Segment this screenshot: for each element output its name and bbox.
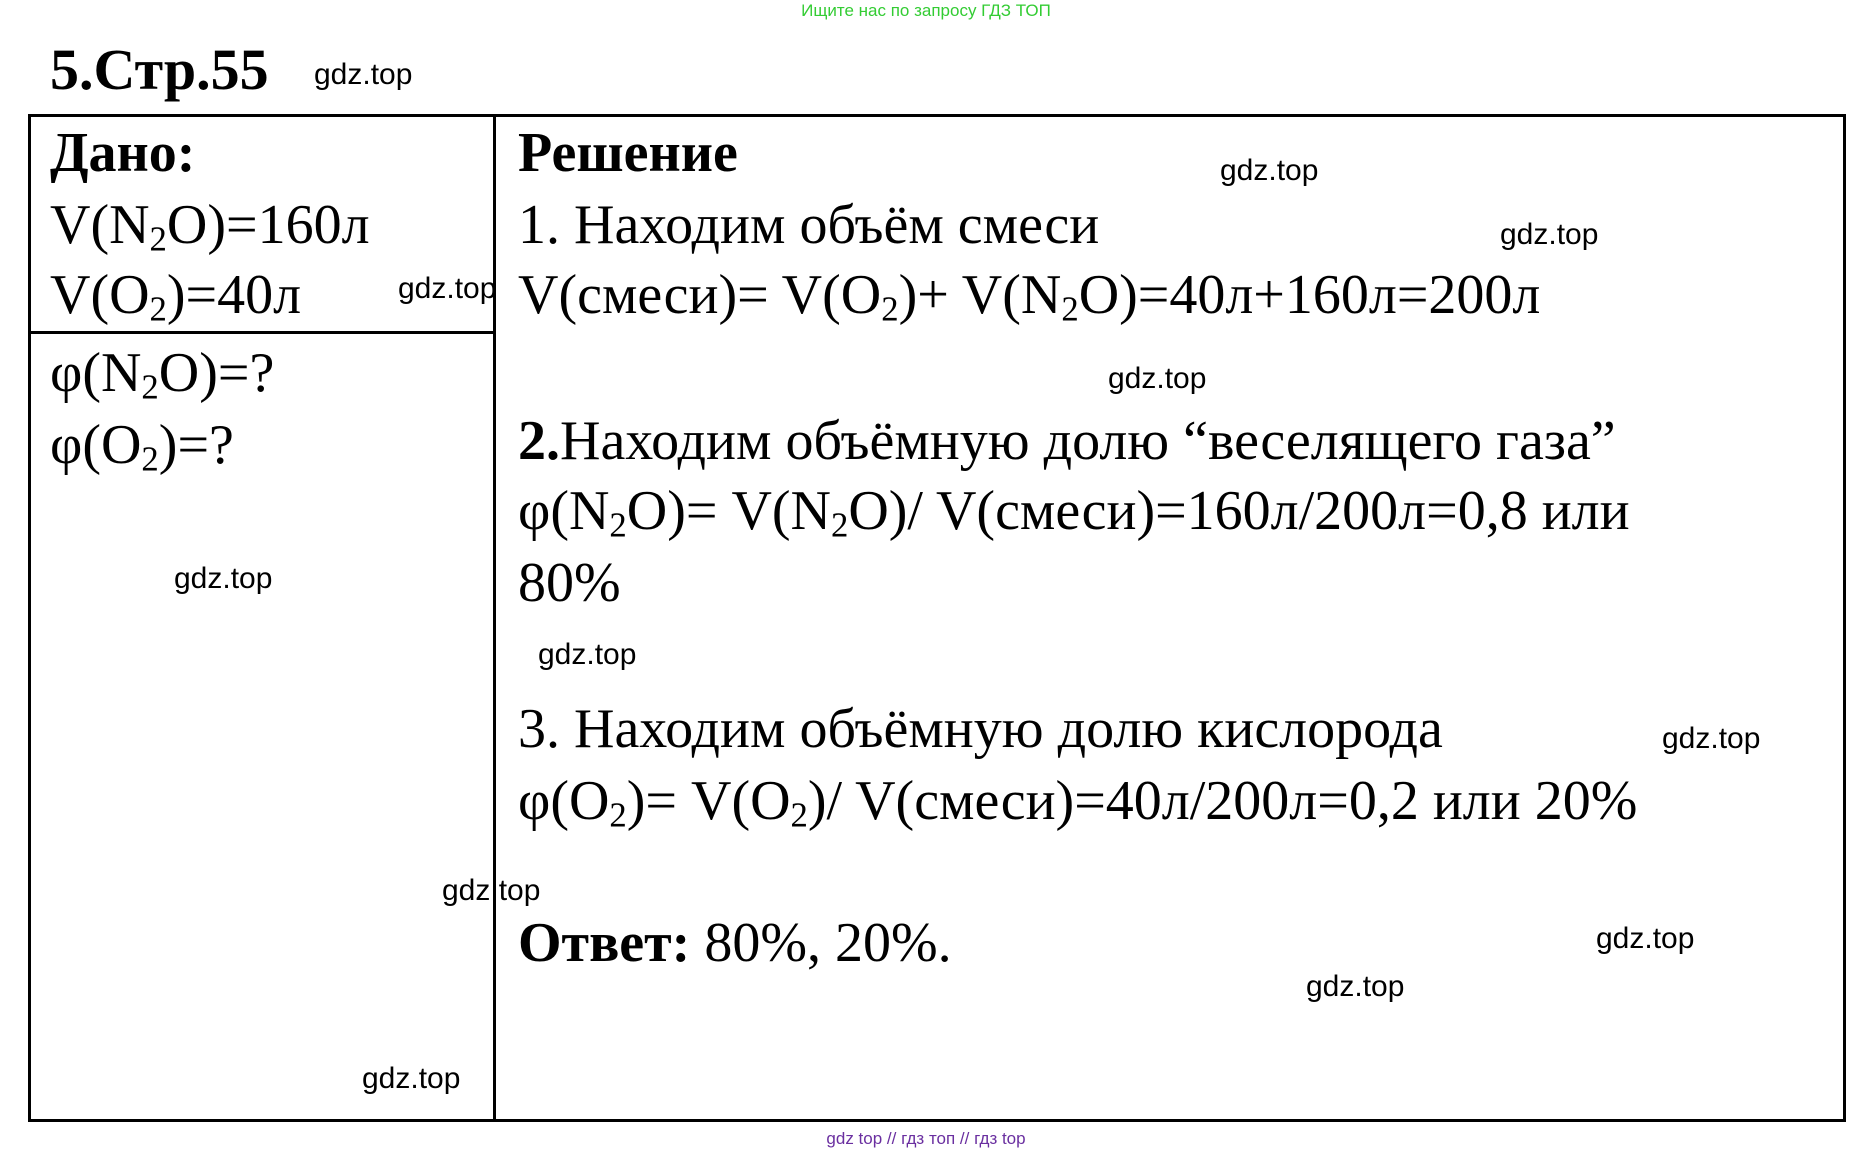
table-vertical-divider [493,114,496,1122]
watermark: gdz.top [538,638,637,671]
given-n2o-volume: $V(N_2O)=160л$ [50,194,370,259]
watermark: gdz.top [1596,922,1695,955]
step1-title: 1. Находим объём смеси [518,194,1100,256]
find-n2o-fraction: $\varphi(N_2O)=$? [50,342,275,407]
top-banner: Ищите нас по запросу ГДЗ ТОП [801,1,1051,20]
step3-formula: $\varphi(O_2)= V(O_2)/$ V(смеси)=40л/200л=0,2 или 20% [518,770,1638,835]
page-title: 5.Стр.55 [50,37,269,102]
watermark: gdz.top [1220,154,1319,187]
step1-formula: V(смеси)= $V(O_2)+ V(N_2O)=40л+160л=200л$ [518,264,1541,329]
watermark: gdz.top [1306,970,1405,1003]
step3-title: 3. Находим объёмную долю кислорода [518,698,1443,760]
find-o2-fraction: $\varphi(O_2)=$? [50,414,234,479]
given-find-divider [28,331,496,334]
answer: Ответ: 80%, 20%. [518,912,952,974]
step2-title: 2.Находим объёмную долю “веселящего газа” [518,410,1616,472]
watermark: gdz.top [398,272,497,305]
watermark: gdz.top [174,562,273,595]
watermark: gdz.top [362,1062,461,1095]
bottom-links[interactable]: gdz top // гдз топ // гдз top [826,1129,1026,1148]
watermark: gdz.top [442,874,541,907]
watermark: gdz.top [314,58,413,91]
watermark: gdz.top [1662,722,1761,755]
given-heading: Дано: [50,122,196,184]
step2-formula: $\varphi(N_2O)= V(N_2O)/$ V(смеси)=160л/200л=0,8 или [518,480,1630,545]
given-o2-volume: $V(O_2)=40л$ [50,264,302,329]
step2-result: 80% [518,552,621,614]
watermark: gdz.top [1500,218,1599,251]
solution-heading: Решение [518,122,738,184]
watermark: gdz.top [1108,362,1207,395]
